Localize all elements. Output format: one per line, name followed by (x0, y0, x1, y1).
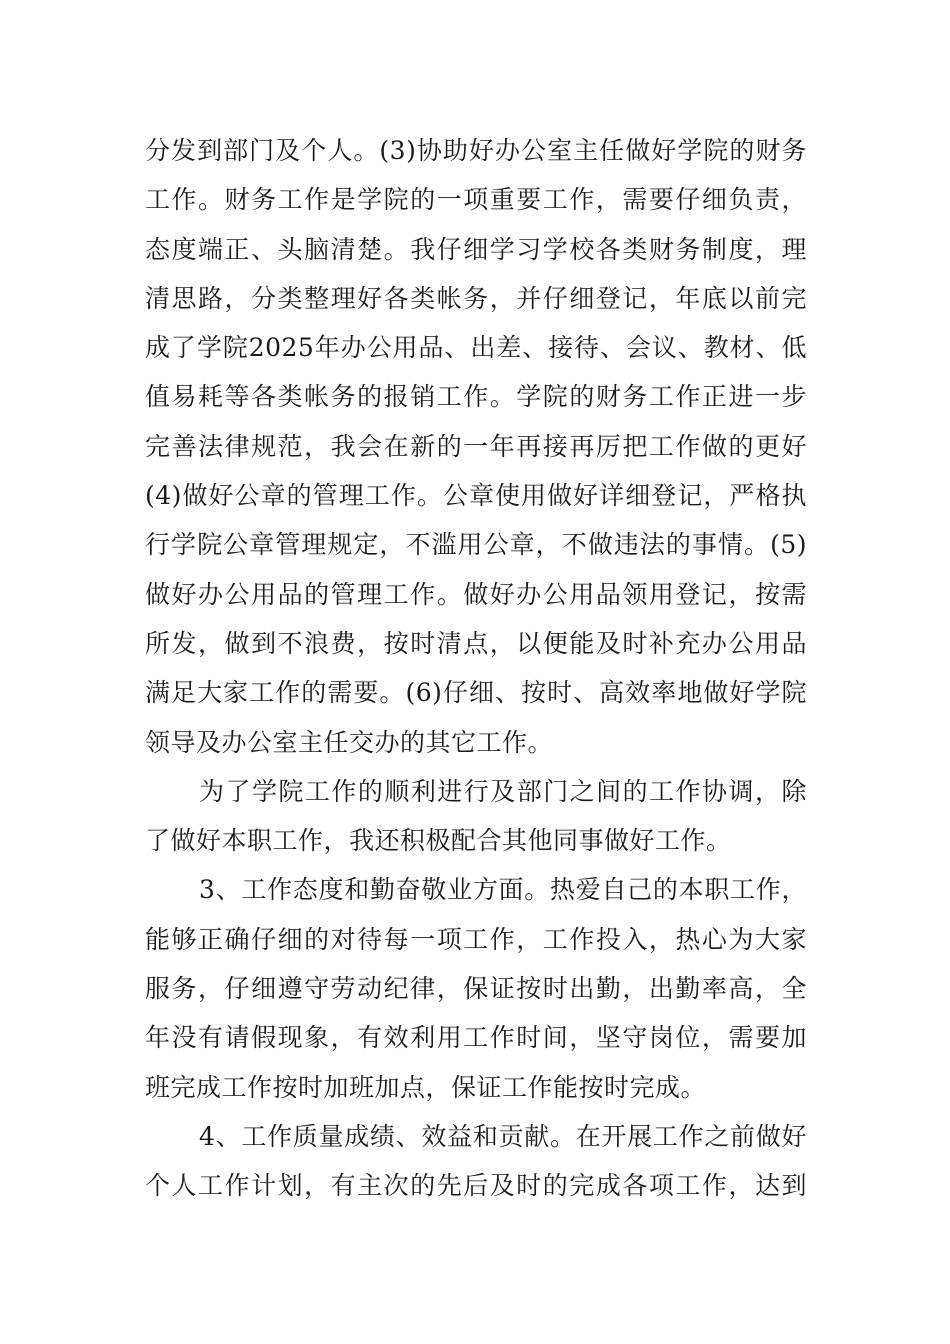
text-line: (4)做好公章的管理工作。公章使用做好详细登记，严格执 (145, 481, 807, 511)
text-line: 清思路，分类整理好各类帐务，并仔细登记，年底以前完 (145, 283, 807, 313)
text-line: 成了学院2025年办公用品、出差、接待、会议、教材、低 (145, 333, 807, 363)
text-line: 年没有请假现象，有效利用工作时间，坚守岗位，需要加 (145, 1023, 807, 1053)
text-line: 态度端正、头脑清楚。我仔细学习学校各类财务制度，理 (145, 234, 807, 264)
text-line: 工作。财务工作是学院的一项重要工作，需要仔细负责， (145, 185, 807, 215)
text-line: 3、工作态度和勤奋敬业方面。热爱自己的本职工作， (199, 875, 807, 905)
text-line: 所发，做到不浪费，按时清点，以便能及时补充办公用品 (145, 628, 807, 658)
text-line: 服务，仔细遵守劳动纪律，保证按时出勤，出勤率高，全 (145, 974, 807, 1004)
text-line: 满足大家工作的需要。(6)仔细、按时、高效率地做好学院 (145, 678, 807, 708)
text-line: 分发到部门及个人。(3)协助好办公室主任做好学院的财务 (145, 136, 807, 165)
paragraph-1 (145, 126, 807, 767)
text-line: 完善法律规范，我会在新的一年再接再厉把工作做的更好 (145, 431, 807, 461)
text-line: 班完成工作按时加班加点，保证工作能按时完成。 (145, 1072, 707, 1102)
paragraph-4 (145, 1112, 807, 1211)
paragraph-2 (145, 767, 807, 866)
text-line: 行学院公章管理规定，不滥用公章，不做违法的事情。(5) (145, 530, 807, 560)
document-body (145, 126, 807, 1211)
text-line: 能够正确仔细的对待每一项工作，工作投入，热心为大家 (145, 924, 807, 954)
text-line: 了做好本职工作，我还积极配合其他同事做好工作。 (145, 826, 732, 856)
text-line: 4、工作质量成绩、效益和贡献。在开展工作之前做好 (199, 1121, 807, 1151)
text-line: 值易耗等各类帐务的报销工作。学院的财务工作正进一步 (145, 382, 807, 412)
text-line: 领导及办公室主任交办的其它工作。 (145, 727, 554, 757)
text-line: 做好办公用品的管理工作。做好办公用品领用登记，按需 (145, 579, 807, 609)
text-line: 个人工作计划，有主次的先后及时的完成各项工作，达到 (145, 1171, 807, 1201)
paragraph-3 (145, 865, 807, 1111)
text-line: 为了学院工作的顺利进行及部门之间的工作协调，除 (199, 776, 807, 806)
